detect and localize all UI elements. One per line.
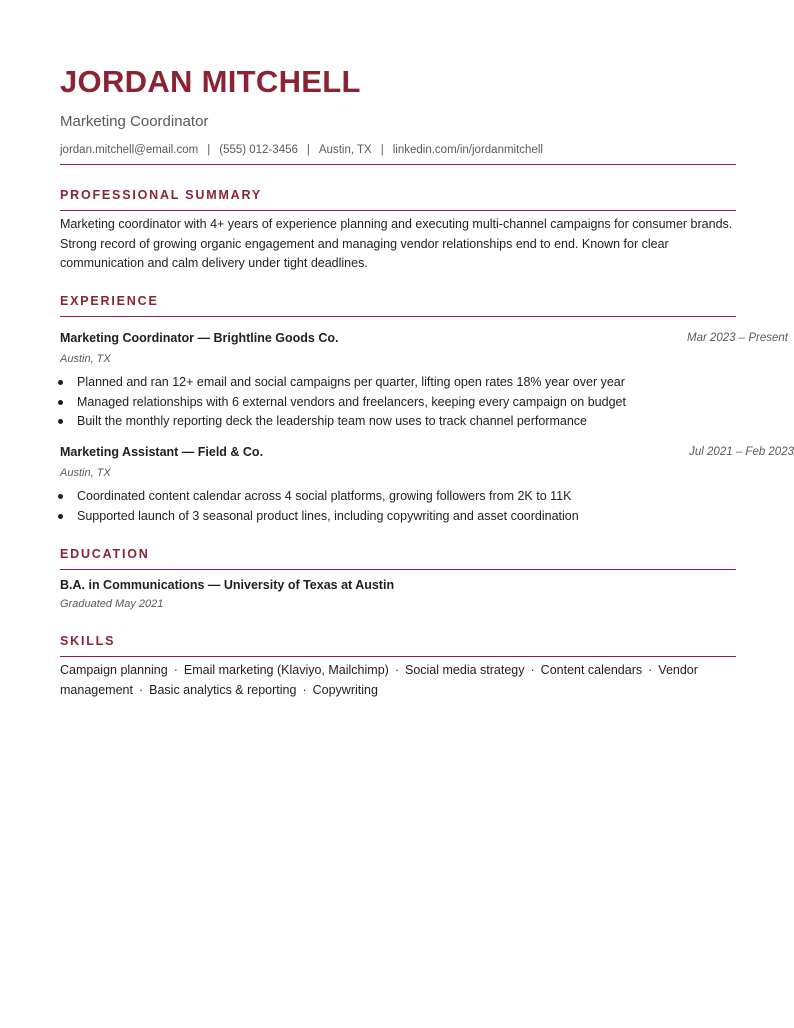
- education-divider: [60, 569, 736, 570]
- skill-item: Content calendars: [540, 663, 643, 677]
- education-heading: EDUCATION: [60, 547, 150, 561]
- summary-heading: PROFESSIONAL SUMMARY: [60, 188, 262, 202]
- skill-item: Email marketing (Klaviyo, Mailchimp): [183, 663, 389, 677]
- bullet-dot-icon: [58, 419, 63, 424]
- experience-divider: [60, 316, 736, 317]
- contact-separator: |: [380, 144, 384, 156]
- skill-separator: ·: [302, 682, 307, 697]
- job-bullet-text: Managed relationships with 6 external vendors and freelancers, keeping every campaign on budget: [77, 394, 626, 409]
- job-bullet-list: [60, 373, 760, 432]
- skill-separator: ·: [394, 663, 399, 677]
- contact-line: [60, 142, 543, 158]
- skill-item: Copywriting: [312, 682, 378, 697]
- contact-linkedin: linkedin.com/in/jordanmitchell: [392, 144, 543, 156]
- contact-location: Austin, TX: [318, 144, 372, 156]
- job-bullet-text: Built the monthly reporting deck the leadership team now uses to track channel performance: [77, 414, 587, 428]
- education-degree: B.A. in Communications — University of Texas at Austin: [60, 578, 395, 592]
- skill-separator: ·: [530, 663, 535, 677]
- job-dates: Jul 2021 – Feb 2023: [689, 446, 794, 458]
- job-bullet: [60, 487, 760, 507]
- bullet-dot-icon: [58, 494, 63, 499]
- contact-separator: |: [207, 144, 211, 156]
- candidate-name: JORDAN MITCHELL: [60, 64, 361, 99]
- job-bullet: [60, 412, 760, 432]
- contact-phone: (555) 012-3456: [219, 144, 298, 156]
- job-title: Marketing Coordinator — Brightline Goods Co.: [60, 331, 339, 345]
- skill-item: Campaign planning: [60, 663, 168, 677]
- job-bullet: [60, 507, 760, 527]
- job-bullet: [60, 393, 760, 413]
- skill-separator: ·: [173, 663, 178, 677]
- job-bullet-list: [60, 487, 760, 526]
- experience-heading: EXPERIENCE: [60, 294, 159, 308]
- skill-item: Vendor management: [60, 663, 698, 697]
- job-location: Austin, TX: [60, 353, 111, 365]
- job-bullet-text: Coordinated content calendar across 4 social platforms, growing followers from 2K to 11K: [77, 489, 572, 503]
- header-divider: [60, 164, 736, 165]
- contact-email: jordan.mitchell@email.com: [60, 144, 199, 156]
- skill-separator: ·: [648, 663, 653, 677]
- skills-list: [60, 661, 736, 700]
- bullet-dot-icon: [58, 514, 63, 519]
- job-bullet-text: Planned and ran 12+ email and social campaigns per quarter, lifting open rates 18% year over year: [77, 375, 625, 389]
- job-bullet-text: Supported launch of 3 seasonal product lines, including copywriting and asset coordination: [77, 508, 579, 523]
- contact-separator: |: [306, 144, 310, 156]
- candidate-title: Marketing Coordinator: [60, 113, 209, 130]
- skills-heading: SKILLS: [60, 634, 116, 648]
- bullet-dot-icon: [58, 380, 63, 385]
- job-location: Austin, TX: [60, 467, 111, 479]
- education-graduation: Graduated May 2021: [60, 598, 164, 610]
- summary-divider: [60, 210, 736, 211]
- skill-item: Basic analytics & reporting: [149, 682, 297, 697]
- job-dates: Mar 2023 – Present: [686, 332, 788, 344]
- skill-item: Social media strategy: [404, 663, 525, 677]
- summary-text: Marketing coordinator with 4+ years of experience planning and executing multi-channel campaigns for consumer brands. Strong record of growing organic engagement and managing vendor relationships end to end. Known for clear communication and calm delivery under tight deadlines.: [60, 217, 733, 270]
- job-bullet: [60, 373, 760, 393]
- skill-separator: ·: [138, 682, 144, 697]
- job-title: Marketing Assistant — Field & Co.: [60, 445, 264, 459]
- bullet-dot-icon: [58, 400, 63, 405]
- skills-divider: [60, 656, 736, 657]
